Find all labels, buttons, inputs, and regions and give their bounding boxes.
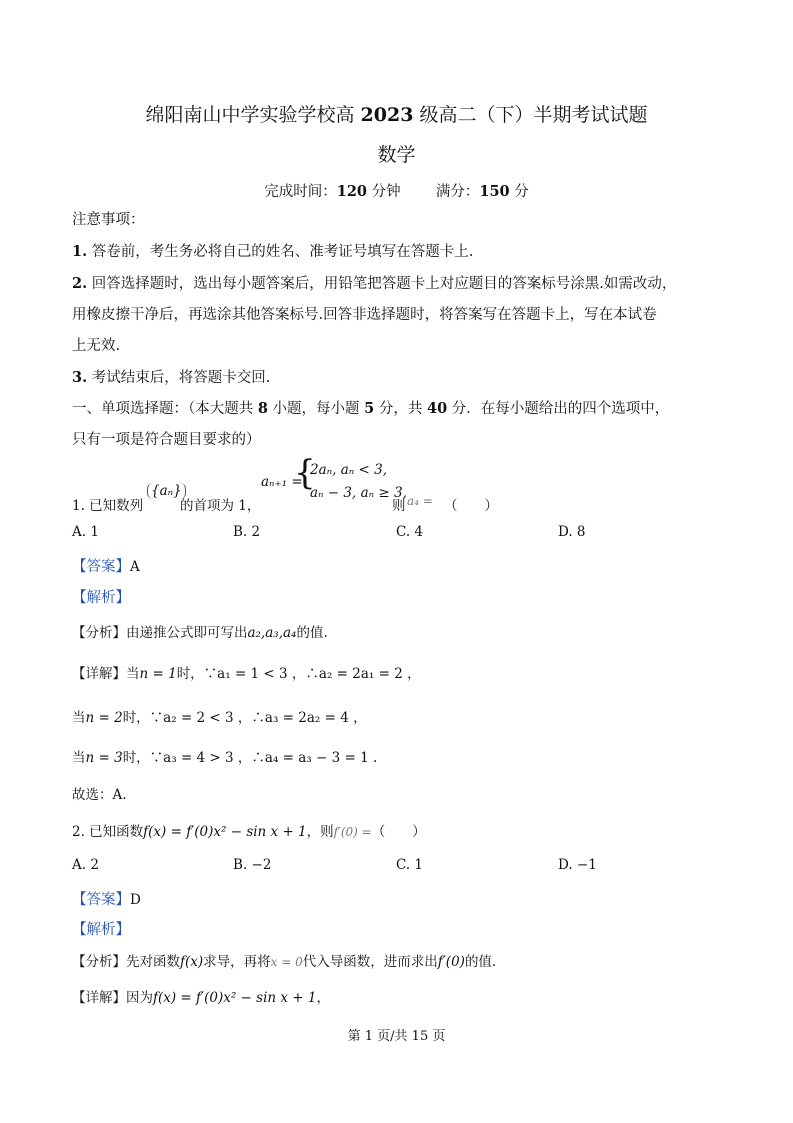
note-2-end: 上无效. [72,338,121,354]
q2-fenxi: 【分析】先对函数f(x)求导，再将x = 0代入导函数，进而求出f′(0)的值. [72,954,497,970]
q1-option-d: D. 8 [558,524,586,540]
subject-title: 数学 [377,144,416,166]
q1-case2: aₙ − 3, aₙ ≥ 3, [310,485,407,501]
page-title: 绵阳南山中学实验学校高 2023 级高二（下）半期考试试题 [145,104,648,126]
q2-stem: 2. 已知函数f(x) = f′(0)x² − sin x + 1，则f′(0) =（ ） [72,824,426,840]
q1-detail-3: 当n = 3时，∵a₃ = 4 > 3 ，∴a₄ = a₃ − 3 = 1 . [72,750,378,766]
q1-paren: （ ） [444,498,498,514]
q1-ask: 则 [392,498,406,514]
q2-analysis-tag: 【解析】 [72,922,130,938]
note-1: 1. 答卷前，考生务必将自己的姓名、准考证号填写在答题卡上. [72,243,474,260]
exam-info: 完成时间：120 分钟 满分：150 分 [264,183,529,200]
note-2-cont: 用橡皮擦干净后，再选涂其他答案标号.回答非选择题时，将答案写在答题卡上，写在本试卷 [72,307,657,323]
notes-heading: 注意事项： [72,212,145,228]
q1-answer: 【答案】A [72,559,140,575]
q1-detail-2: 当n = 2时，∵a₂ = 2 < 3 ，∴a₃ = 2a₂ = 4 ， [72,710,367,726]
q1-option-b: B. 2 [233,524,261,540]
section-heading: 一、单项选择题：（本大题共 8 小题，每小题 5 分，共 40 分．在每小题给出的四个选项中， [72,400,670,417]
q1-fenxi: 【分析】由递推公式即可写出a₂,a₃,a₄的值. [72,625,328,641]
section-heading-cont: 只有一项是符合题目要求的） [72,432,261,448]
q2-option-d: D. −1 [558,857,597,873]
page-footer: 第 1 页/共 15 页 [347,1029,446,1044]
q2-option-c: C. 1 [396,857,424,873]
q2-option-b: B. −2 [233,857,272,873]
q2-detail: 【详解】因为f(x) = f′(0)x² − sin x + 1， [72,990,330,1006]
q2-answer: 【答案】D [72,892,141,908]
q1-mid: 的首项为 1， [180,498,261,514]
q1-option-a: A. 1 [72,524,99,540]
q1-option-c: C. 4 [396,524,424,540]
q1-case1: 2aₙ, aₙ < 3, [310,462,387,478]
note-3: 3. 考试结束后，将答题卡交回. [72,369,271,386]
note-2: 2. 回答选择题时，选出每小题答案后，用铅笔把答题卡上对应题目的答案标号涂黑.如需改动， [72,275,677,292]
q1-lead: 1. 已知数列 [72,498,144,514]
q1-choose: 故选：A. [72,787,127,803]
q1-detail-1: 【详解】当n = 1时，∵a₁ = 1 < 3 ，∴a₂ = 2a₁ = 2 ， [72,666,421,682]
q1-brace: { [294,453,316,493]
q1-seq: {aₙ} [147,483,186,499]
q1-lhs: aₙ₊₁ = [261,474,303,490]
q2-option-a: A. 2 [72,857,99,873]
q1-analysis-tag: 【解析】 [72,590,130,606]
q1-a4: a₄ = [407,494,433,508]
